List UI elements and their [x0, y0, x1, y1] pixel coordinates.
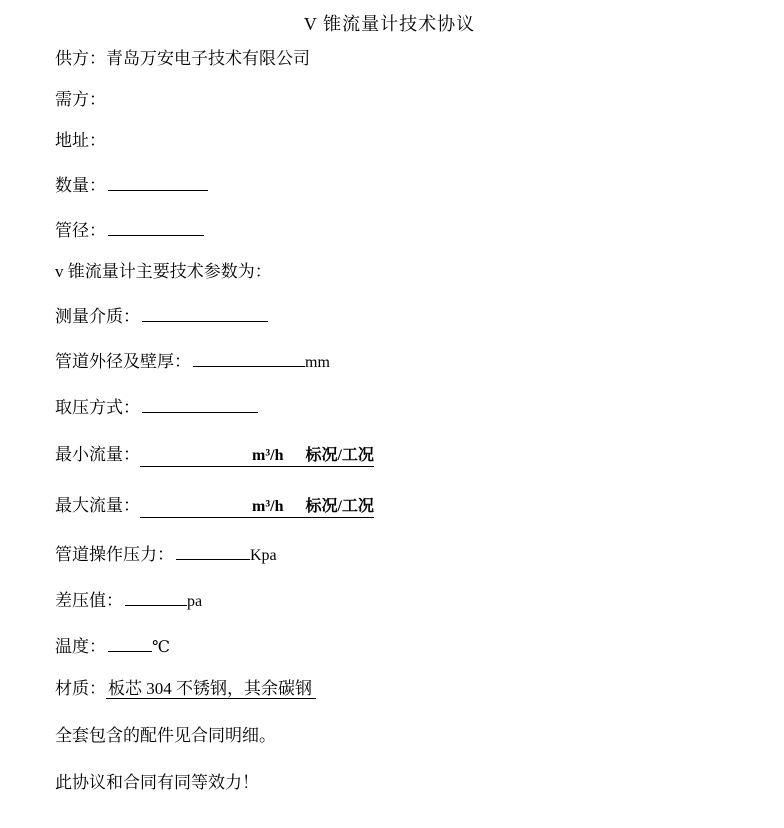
material-label: 材质：	[55, 679, 106, 698]
pipe-od-wall-label: 管道外径及壁厚：	[55, 352, 191, 371]
diff-pressure-unit: pa	[187, 593, 203, 610]
diff-pressure-label: 差压值：	[55, 591, 123, 610]
max-flow-line	[55, 491, 764, 518]
max-flow-label: 最大流量：	[55, 496, 140, 515]
pipe-diameter-field[interactable]	[108, 218, 204, 236]
validity-note: 此协议和合同有同等效力！	[55, 773, 259, 792]
supplier-label: 供方：	[55, 49, 106, 68]
buyer-label: 需方：	[55, 90, 106, 109]
supplier-value: 青岛万安电子技术有限公司	[106, 49, 310, 68]
min-flow-field[interactable]	[140, 442, 374, 467]
temperature-unit: ℃	[152, 639, 170, 656]
max-flow-unit: m³/h	[252, 498, 284, 515]
min-flow-line	[55, 440, 764, 467]
diff-pressure-line	[55, 588, 764, 610]
quantity-line	[55, 173, 764, 194]
buyer-line	[55, 91, 764, 108]
params-intro-line	[55, 263, 764, 280]
temperature-field[interactable]	[108, 634, 152, 652]
max-flow-condition: 标况/工况	[305, 498, 374, 515]
medium-field[interactable]	[142, 304, 268, 322]
accessories-note: 全套包含的配件见合同明细。	[55, 726, 276, 745]
page-title: V 锥流量计技术协议	[303, 14, 476, 34]
params-intro-text: v 锥流量计主要技术参数为：	[55, 262, 272, 281]
operating-pressure-field[interactable]	[176, 542, 250, 560]
quantity-field[interactable]	[108, 173, 208, 191]
min-flow-label: 最小流量：	[55, 445, 140, 464]
pressure-tap-line	[55, 395, 764, 416]
pipe-od-wall-line	[55, 349, 764, 371]
min-flow-condition: 标况/工况	[305, 447, 374, 464]
pipe-od-wall-unit: mm	[305, 354, 330, 371]
operating-pressure-line	[55, 542, 764, 564]
medium-line	[55, 304, 764, 325]
temperature-line	[55, 634, 764, 656]
pipe-od-wall-field[interactable]	[193, 349, 305, 367]
address-line	[55, 132, 764, 149]
quantity-label: 数量：	[55, 176, 106, 195]
pipe-diameter-line	[55, 218, 764, 239]
medium-label: 测量介质：	[55, 307, 140, 326]
diff-pressure-field[interactable]	[125, 588, 187, 606]
pressure-tap-field[interactable]	[142, 395, 258, 413]
material-value[interactable]: 板芯 304 不锈钢，其余碳钢	[106, 680, 316, 699]
material-line	[55, 680, 764, 699]
temperature-label: 温度：	[55, 637, 106, 656]
pressure-tap-label: 取压方式：	[55, 398, 140, 417]
max-flow-field[interactable]	[140, 493, 374, 518]
pipe-diameter-label: 管径：	[55, 221, 106, 240]
min-flow-unit: m³/h	[252, 447, 284, 464]
operating-pressure-unit: Kpa	[250, 547, 277, 564]
address-label: 地址：	[55, 131, 106, 150]
supplier-line	[55, 50, 764, 67]
operating-pressure-label: 管道操作压力：	[55, 545, 174, 564]
